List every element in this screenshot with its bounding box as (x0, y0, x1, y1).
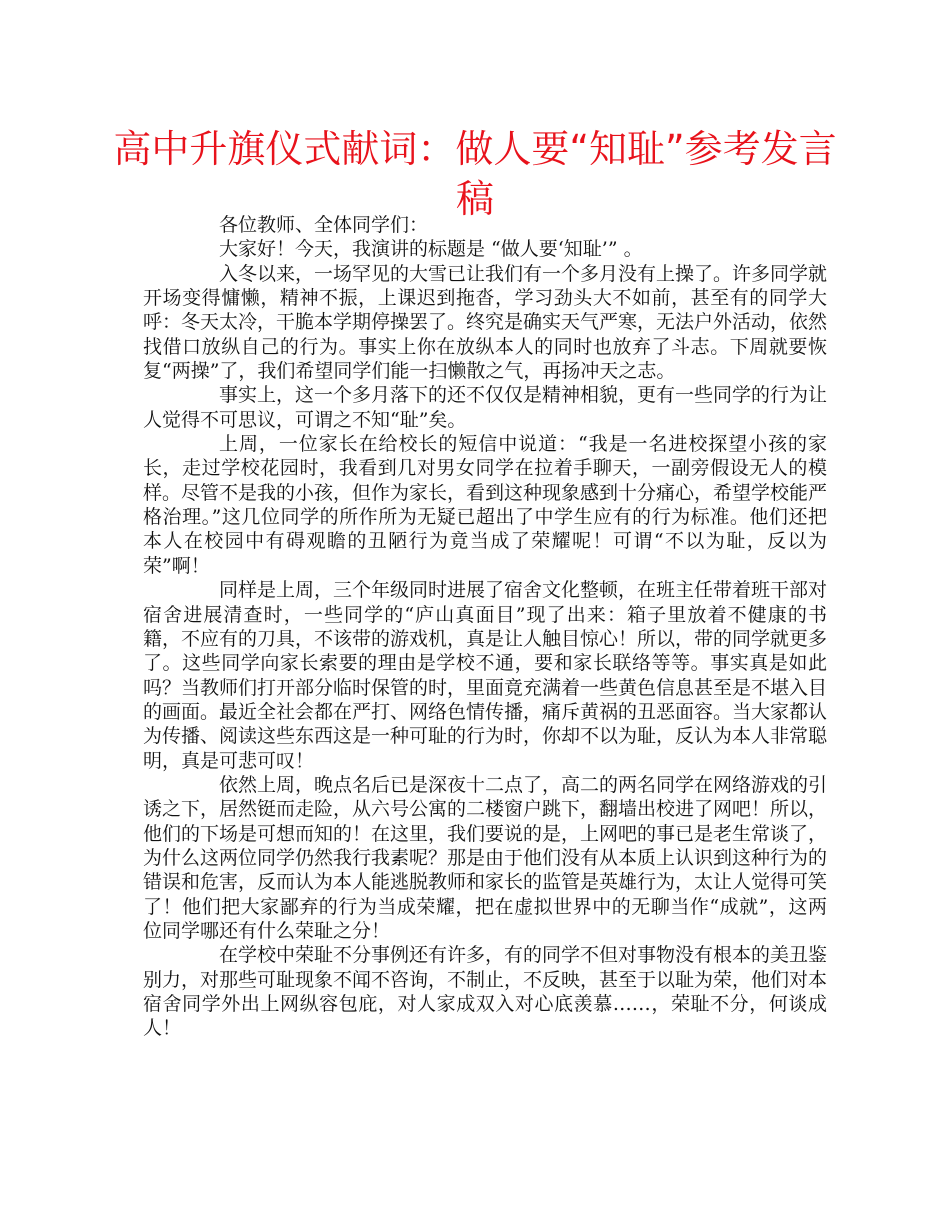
paragraph-body: 事实上，这一个多月落下的还不仅仅是精神相貌，更有一些同学的行为让人觉得不可思议，可谓之不知“耻”矣。 (143, 384, 828, 431)
paragraph-body: 依然上周，晚点名后已是深夜十二点了，高二的两名同学在网络游戏的引诱之下，居然铤而走险，从六号公寓的二楼窗户跳下，翻墙出校进了网吧！所以，他们的下场是可想而知的！在这里，我们要说的是，上网吧的事已是老生常谈了，为什么这两位同学仍然我行我素呢？那是由于他们没有从本质上认识到这种行为的错误和危害，反而认为本人能逃脱教师和家长的监管是英雄行为，太让人觉得可笑了！他们把大家鄙弃的行为当成荣耀，把在虚拟世界中的无聊当作“成就”，这两位同学哪还有什么荣耻之分！ (143, 773, 828, 942)
paragraph-salutation: 各位教师、全体同学们： (219, 214, 429, 236)
paragraph-body: 上周，一位家长在给校长的短信中说道：“我是一名进校探望小孩的家长，走过学校花园时，我看到几对男女同学在拉着手聊天，一副旁假设无人的模样。尽管不是我的小孩，但作为家长，看到这种现象感到十分痛心，希望学校能严格治理。”这几位同学的所作所为无疑已超出了中学生应有的行为标准。他们还把本人在校园中有碍观瞻的丑陋行为竟当成了荣耀呢！可谓“不以为耻，反以为荣”啊！ (143, 433, 828, 577)
document-title: 高中升旗仪式献词：做人要“知耻”参考发言稿 (113, 127, 837, 221)
document-body (143, 213, 827, 1041)
paragraph-body: 入冬以来，一场罕见的大雪已让我们有一个多月没有上操了。许多同学就开场变得慵懒，精神不振，上课迟到拖沓，学习劲头大不如前，甚至有的同学大呼：冬天太冷，干脆本学期停操罢了。终究是确实天气严寒，无法户外活动，依然找借口放纵自己的行为。事实上你在放纵本人的同时也放弃了斗志。下周就要恢复“两操”了，我们希望同学们能一扫懒散之气，再扬冲天之志。 (143, 262, 828, 383)
paragraph-greeting: 大家好！今天，我演讲的标题是 “做人要‘知耻’” 。 (219, 238, 643, 261)
paragraph-body: 在学校中荣耻不分事例还有许多，有的同学不但对事物没有根本的美丑鉴别力，对那些可耻现象不闻不咨询，不制止，不反映，甚至于以耻为荣，他们对本宿舍同学外出上网纵容包庇，对人家成双入对心底羡慕……，荣耻不分，何谈成人！ (143, 944, 828, 1040)
paragraph-body: 同样是上周，三个年级同时进展了宿舍文化整顿，在班主任带着班干部对宿舍进展清查时，一些同学的“庐山真面目”现了出来：箱子里放着不健康的书籍，不应有的刀具，不该带的游戏机，真是让人触目惊心！所以，带的同学就更多了。这些同学向家长索要的理由是学校不通，要和家长联络等等。事实真是如此吗？当教师们打开部分临时保管的时，里面竟充满着一些黄色信息甚至是不堪入目的画面。最近全社会都在严打、网络色情传播，痛斥黄祸的丑恶面容。当大家都认为传播、阅读这些东西这是一种可耻的行为时，你却不以为耻，反认为本人非常聪明，真是可悲可叹！ (143, 579, 828, 772)
